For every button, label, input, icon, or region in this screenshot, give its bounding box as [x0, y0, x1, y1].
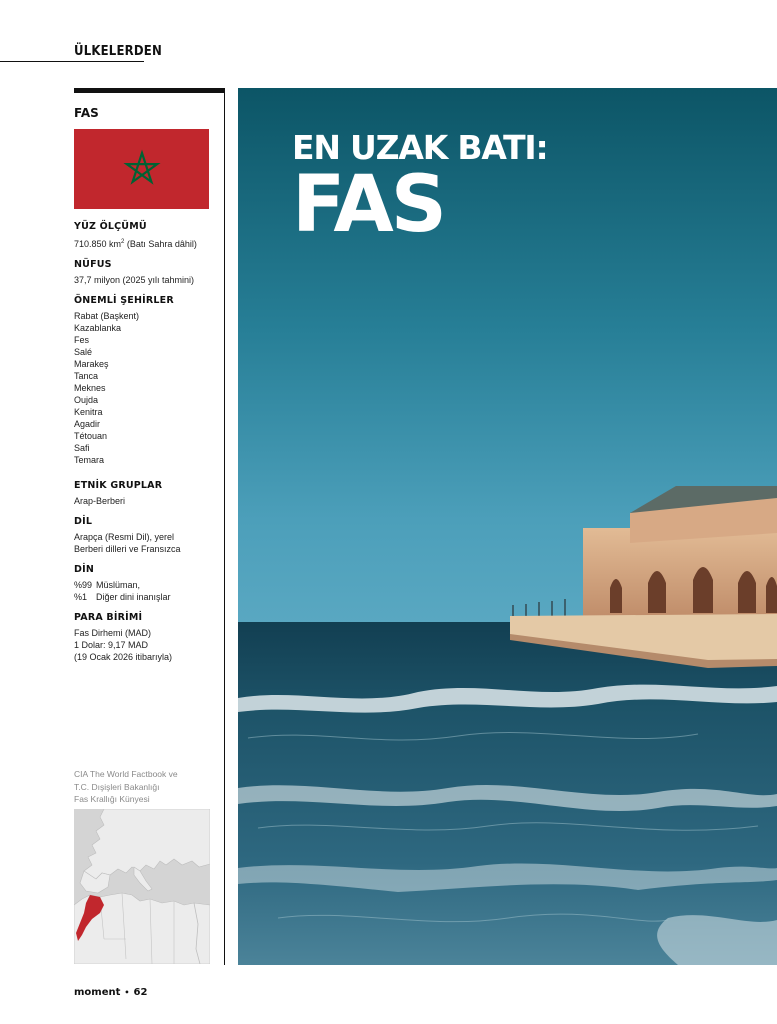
fact-title: ETNİK GRUPLAR [74, 480, 163, 491]
page-footer [74, 987, 147, 998]
city-item: Meknes [74, 383, 106, 393]
fact-title: ÖNEMLİ ŞEHİRLER [74, 295, 174, 306]
locator-map-graphic [74, 809, 210, 964]
religion-label: Müslüman, [96, 580, 141, 590]
religion-pct: %99 [74, 580, 93, 590]
fact-value [74, 236, 219, 250]
sidebar-top-bar [74, 88, 225, 93]
fact-value-line: 1 Dolar: 9,17 MAD [74, 640, 149, 650]
city-item: Marakeş [74, 359, 109, 369]
fact-sidebar [74, 106, 219, 672]
sources-note [74, 768, 178, 806]
city-list [74, 310, 219, 466]
fact-value-line: Fas Dirhemi (MAD) [74, 628, 152, 638]
hero-headline [292, 128, 548, 250]
fact-title: NÜFUS [74, 259, 112, 270]
city-item: Rabat (Başkent) [74, 311, 140, 321]
fact-value: 37,7 milyon (2025 yılı tahmini) [74, 275, 195, 285]
religion-row [74, 579, 219, 591]
section-label: ÜLKELERDEN [74, 44, 162, 59]
fact-value-line: (19 Ocak 2026 itibarıyla) [74, 652, 173, 662]
source-line: Fas Krallığı Künyesi [74, 794, 150, 804]
city-item: Tétouan [74, 431, 108, 441]
fact-language [74, 516, 219, 555]
section-rule [0, 61, 144, 62]
city-item: Oujda [74, 395, 99, 405]
morocco-flag [74, 129, 209, 209]
area-number: 710.850 km [74, 239, 122, 249]
city-item: Safi [74, 443, 90, 453]
fact-ethnic [74, 480, 219, 507]
fact-value-line: Arapça (Resmi Dil), yerel [74, 532, 175, 542]
fact-population [74, 259, 219, 286]
fact-religion [74, 564, 219, 603]
country-name: FAS [74, 106, 99, 120]
fact-value-line: Berberi dilleri ve Fransızca [74, 544, 181, 554]
footer-separator: • [124, 988, 130, 997]
fact-cities [74, 295, 219, 466]
fact-value: Arap-Berberi [74, 496, 126, 506]
city-item: Temara [74, 455, 105, 465]
fact-title: DİN [74, 564, 94, 575]
city-item: Tanca [74, 371, 99, 381]
source-line: T.C. Dışişleri Bakanlığı [74, 781, 160, 792]
source-line: CIA The World Factbook ve [74, 769, 178, 779]
fact-area [74, 221, 219, 250]
city-item: Agadir [74, 419, 101, 429]
fact-title: PARA BİRİMİ [74, 612, 143, 623]
city-item: Fes [74, 335, 90, 345]
page-number: 62 [133, 987, 148, 998]
brand-logo: moment [74, 987, 121, 998]
city-item: Kenitra [74, 407, 103, 417]
flag-star-icon [122, 149, 162, 189]
sidebar-divider [224, 93, 225, 965]
fact-title: YÜZ ÖLÇÜMÜ [74, 221, 147, 232]
religion-pct: %1 [74, 592, 88, 602]
area-sup: 2 [121, 239, 125, 245]
city-item: Salé [74, 347, 93, 357]
locator-map [74, 809, 210, 964]
area-note: (Batı Sahra dâhil) [124, 239, 197, 249]
fact-currency [74, 612, 219, 663]
religion-label: Diğer dini inanışlar [96, 592, 171, 602]
headline-kicker: EN UZAK BATI: [292, 128, 548, 167]
city-item: Kazablanka [74, 323, 122, 333]
religion-row [74, 591, 219, 603]
headline-title: FAS [292, 160, 444, 250]
fact-title: DİL [74, 516, 93, 527]
